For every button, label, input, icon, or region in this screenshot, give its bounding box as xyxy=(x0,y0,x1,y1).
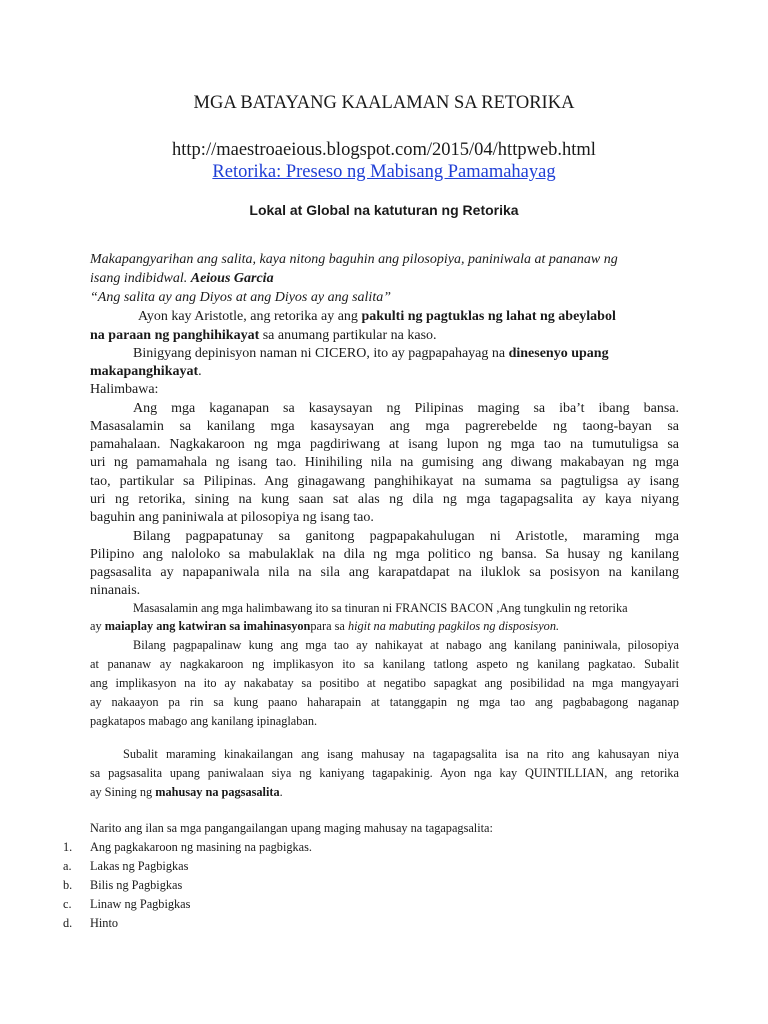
paragraph-kasaysayan-line: uri ng retorika, sining na kung saan sat alas ng dila ng mga tagapagsalita ay kaya niyang xyxy=(90,492,679,507)
paragraph-quintillian-line: ay Sining ng mahusay na pagsasalita. xyxy=(90,785,283,799)
source-url: http://maestroaeious.blogspot.com/2015/04/httpweb.html xyxy=(172,140,596,160)
paragraph-cicero-line-2: makapanghikayat. xyxy=(90,364,202,379)
list-item xyxy=(0,838,768,857)
quote-line-1: Makapangyarihan ang salita, kaya nitong baguhin ang pilosopiya, paniniwala at pananaw ng xyxy=(90,252,618,267)
paragraph-kasaysayan-line: uri ng pamamahala ng isang tao. Hinihiling nila na gumising ang diwang makabayan ng mga xyxy=(90,455,679,470)
list-item-text: Linaw ng Pagbigkas xyxy=(90,897,191,911)
paragraph-kasaysayan-line: Masasalamin sa kanilang mga kasaysayan ang mga pagrerebelde ng taong-bayan sa xyxy=(90,419,679,434)
quote-line-3: “Ang salita ay ang Diyos at ang Diyos ay ang salita” xyxy=(90,290,391,305)
paragraph-pagpapalinaw-line: at pananaw ay nagkakaroon ng implikasyon ito sa kanilang tatlong aspeto ng kanilang pagkatao. Subalit xyxy=(90,657,679,671)
article-link[interactable]: Retorika: Preseso ng Mabisang Pamamahayag xyxy=(212,162,556,182)
list-item-text: Bilis ng Pagbigkas xyxy=(90,878,183,892)
section-subtitle: Lokal at Global na katuturan ng Retorika xyxy=(249,202,519,218)
paragraph-cicero-line-1: Binigyang depinisyon naman ni CICERO, ito ay pagpapahayag na dinesenyo upang xyxy=(133,346,609,361)
list-marker: d. xyxy=(63,916,73,930)
list-marker: c. xyxy=(63,897,72,911)
paragraph-pagpapatunay-line: ninanais. xyxy=(90,583,141,598)
list-item-text: Ang pagkakaroon ng masining na pagbigkas. xyxy=(90,840,312,854)
list-item-text: Hinto xyxy=(90,916,119,930)
list-marker: a. xyxy=(63,859,72,873)
list-marker: b. xyxy=(63,878,73,892)
list-item xyxy=(0,876,768,895)
paragraph-bacon-line-1: Masasalamin ang mga halimbawang ito sa tinuran ni FRANCIS BACON ,Ang tungkulin ng retorika xyxy=(133,601,628,615)
list-intro: Narito ang ilan sa mga pangangailangan upang maging mahusay na tagapagsalita: xyxy=(90,821,493,835)
paragraph-kasaysayan-line: pamahalaan. Nagkakaroon ng mga pagdiriwang at isang lupon ng mga tao na tumutuligsa sa xyxy=(90,437,679,452)
halimbawa-label: Halimbawa: xyxy=(90,382,159,397)
paragraph-pagpapalinaw-line: ay nakaayon pa rin sa kung paano haharapain at tatanggapin ng mga tao ang pagbabagong naganap xyxy=(90,695,679,709)
paragraph-bacon-line-2: ay maiaplay ang katwiran sa imahinasyonpara sa higit na mabuting pagkilos ng disposisyon. xyxy=(90,619,560,633)
paragraph-pagpapatunay-line: Pilipino ang naloloko sa mabulaklak na dila ng mga politico ng bansa. Sa husay ng kanilang xyxy=(90,547,679,562)
paragraph-pagpapatunay-line: pagsasalita ay napapaniwala nila na sila ang karapatdapat na iluklok sa posisyon na kanilang xyxy=(90,565,679,580)
list-item-text: Lakas ng Pagbigkas xyxy=(90,859,189,873)
paragraph-aristotle-line-1: Ayon kay Aristotle, ang retorika ay ang pakulti ng pagtuklas ng lahat ng abeylabol xyxy=(138,309,616,324)
list-item xyxy=(0,914,768,933)
list-item xyxy=(0,895,768,914)
paragraph-quintillian-line: sa pagsasalita upang paniwalaan siya ng kaniyang tagapakinig. Ayon nga kay QUINTILLIAN, ang retorika xyxy=(90,766,679,780)
paragraph-kasaysayan-line: baguhin ang paniniwala at pilosopiya ng isang tao. xyxy=(90,510,374,525)
paragraph-quintillian-line: Subalit maraming kinakailangan ang isang mahusay na tagapagsalita isa na rito ang kahusayan niya xyxy=(123,747,679,761)
paragraph-pagpapalinaw-line: Bilang pagpapalinaw kung ang mga tao ay nahikayat at nabago ang kanilang paniniwala, pilosopiya xyxy=(133,638,679,652)
list-marker: 1. xyxy=(63,840,73,854)
quote-author: Aeious Garcia xyxy=(190,271,274,286)
paragraph-pagpapatunay-line: Bilang pagpapatunay sa ganitong pagpapakahulugan ni Aristotle, maraming mga xyxy=(133,529,679,544)
paragraph-kasaysayan-line: tao, partikular sa Pilipinas. Ang ginagawang panghihikayat na sumama sa pagtuligsa ay isang xyxy=(90,474,679,489)
paragraph-pagpapalinaw-line: pagkatapos mabago ang kanilang ipinaglaban. xyxy=(90,714,318,728)
paragraph-kasaysayan-line: Ang mga kaganapan sa kasaysayan ng Pilipinas maging sa iba’t ibang bansa. xyxy=(133,401,679,416)
quote-line-2: isang indibidwal. Aeious Garcia xyxy=(90,271,274,286)
document-title: MGA BATAYANG KAALAMAN SA RETORIKA xyxy=(193,93,575,113)
list-item xyxy=(0,857,768,876)
paragraph-pagpapalinaw-line: ang implikasyon na ito ay nakabatay sa positibo at negatibo sapagkat ang posibilidad na mga mangyayari xyxy=(90,676,679,690)
paragraph-aristotle-line-2: na paraan ng panghihikayat sa anumang partikular na kaso. xyxy=(90,328,437,343)
